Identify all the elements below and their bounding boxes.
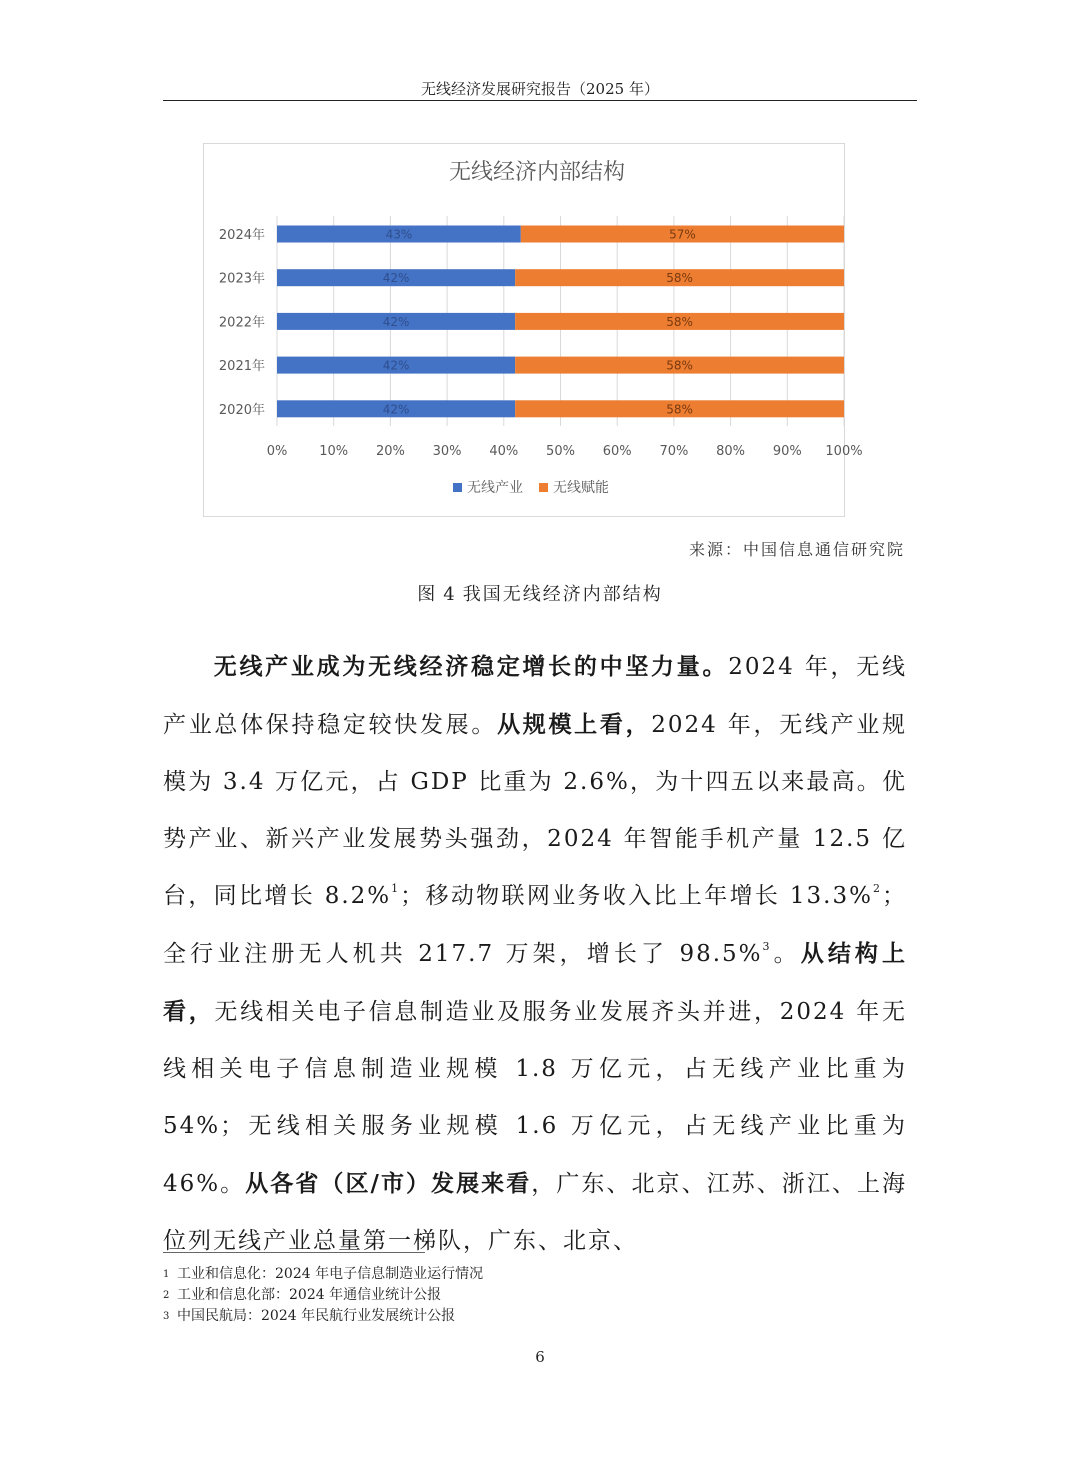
- bar-data-label: 58%: [666, 402, 693, 417]
- x-tick-label: 40%: [489, 444, 519, 459]
- legend-label: 无线赋能: [553, 480, 609, 496]
- legend-swatch: [539, 483, 548, 492]
- x-tick-label: 30%: [432, 444, 462, 459]
- bar-data-label: 42%: [382, 358, 410, 373]
- x-tick-label: 0%: [266, 444, 288, 459]
- x-tick-label: 60%: [602, 444, 632, 459]
- scale-heading: 从规模上看，: [497, 711, 652, 738]
- bar-data-label: 58%: [666, 314, 693, 329]
- y-category-label: 2022年: [218, 315, 265, 331]
- bar-data-label: 43%: [385, 227, 413, 242]
- chart-title: 无线经济内部结构: [448, 160, 626, 185]
- caption-number: 4: [443, 584, 457, 605]
- bar-data-label: 58%: [666, 358, 693, 373]
- stacked-bar-chart: [204, 144, 863, 516]
- footnotes: [163, 1264, 863, 1327]
- structure-heading: 从结构上看，: [163, 940, 907, 1025]
- legend-label: 无线产业: [467, 480, 523, 496]
- bar-data-label: 57%: [669, 227, 696, 242]
- x-tick-label: 20%: [375, 444, 405, 459]
- running-header: 无线经济发展研究报告（2025 年）: [421, 80, 659, 98]
- x-tick-label: 90%: [772, 444, 802, 459]
- y-category-label: 2023年: [218, 271, 265, 287]
- footnote-ref-2[interactable]: 2: [873, 882, 882, 896]
- x-tick-label: 70%: [659, 444, 689, 459]
- chart-figure: [203, 143, 863, 517]
- bar-data-label: 42%: [382, 402, 410, 417]
- lead-sentence: 无线产业成为无线经济稳定增长的中坚力量。: [213, 653, 729, 680]
- caption-prefix: 图: [417, 584, 438, 605]
- x-tick-label: 80%: [716, 444, 746, 459]
- caption-text: 我国无线经济内部结构: [462, 584, 663, 605]
- y-category-label: 2021年: [218, 359, 265, 375]
- bar-data-label: 42%: [382, 271, 410, 286]
- header-rule: [163, 100, 917, 101]
- figure-source: 来源：中国信息通信研究院: [688, 540, 905, 559]
- bar-data-label: 42%: [382, 314, 410, 329]
- y-category-label: 2020年: [218, 402, 265, 418]
- footnote-rule: [163, 1252, 425, 1253]
- page-number: 6: [535, 1348, 545, 1366]
- footnote-ref-3[interactable]: 3: [762, 940, 772, 954]
- province-heading: 从各省（区/市）发展来看: [245, 1170, 532, 1197]
- body-paragraph: 无线产业成为无线经济稳定增长的中坚力量。2024 年，无线产业总体保持稳定较快发展。从规模上看，2024 年，无线产业规模为 3.4 万亿元，占 GDP 比重为 2.6%，为十四五以来最高。优势产业、新兴产业发展势头强劲，2024 年智能手机产量 12.5 亿台，同比增长 8.2%$^1$；移动物联网业务收入比上年增长 13.3%$^2$；全行业注册无人机共 217.7 万架，增长了 98.5%$^3$。从结构上看，无线相关电子信息制造业及服务业发展齐头并进，2024 年无线相关电子信息制造业规模 1.8 万亿元，占无线产业比重为 54%；无线相关服务业规模 1.6 万亿元，占无线产业比重为 46%。从各省（区/市）发展来看，广东、北京、江苏、浙江、上海位列无线产业总量第一梯队，广东、北京、: [163, 653, 908, 1254]
- x-tick-label: 50%: [546, 444, 575, 459]
- footnote-ref-1[interactable]: 1: [391, 882, 401, 896]
- footnote-2: 2 工业和信息化部：2024 年通信业统计公报: [163, 1287, 442, 1303]
- x-tick-label: 100%: [825, 444, 863, 459]
- bar-data-label: 58%: [666, 271, 693, 286]
- footnote-3: 3 中国民航局：2024 年民航行业发展统计公报: [163, 1308, 456, 1324]
- x-tick-label: 10%: [319, 444, 349, 459]
- footnote-1: 1 工业和信息化：2024 年电子信息制造业运行情况: [163, 1266, 484, 1282]
- y-category-label: 2024年: [218, 228, 265, 243]
- figure-caption: [163, 580, 917, 606]
- legend-swatch: [453, 483, 462, 492]
